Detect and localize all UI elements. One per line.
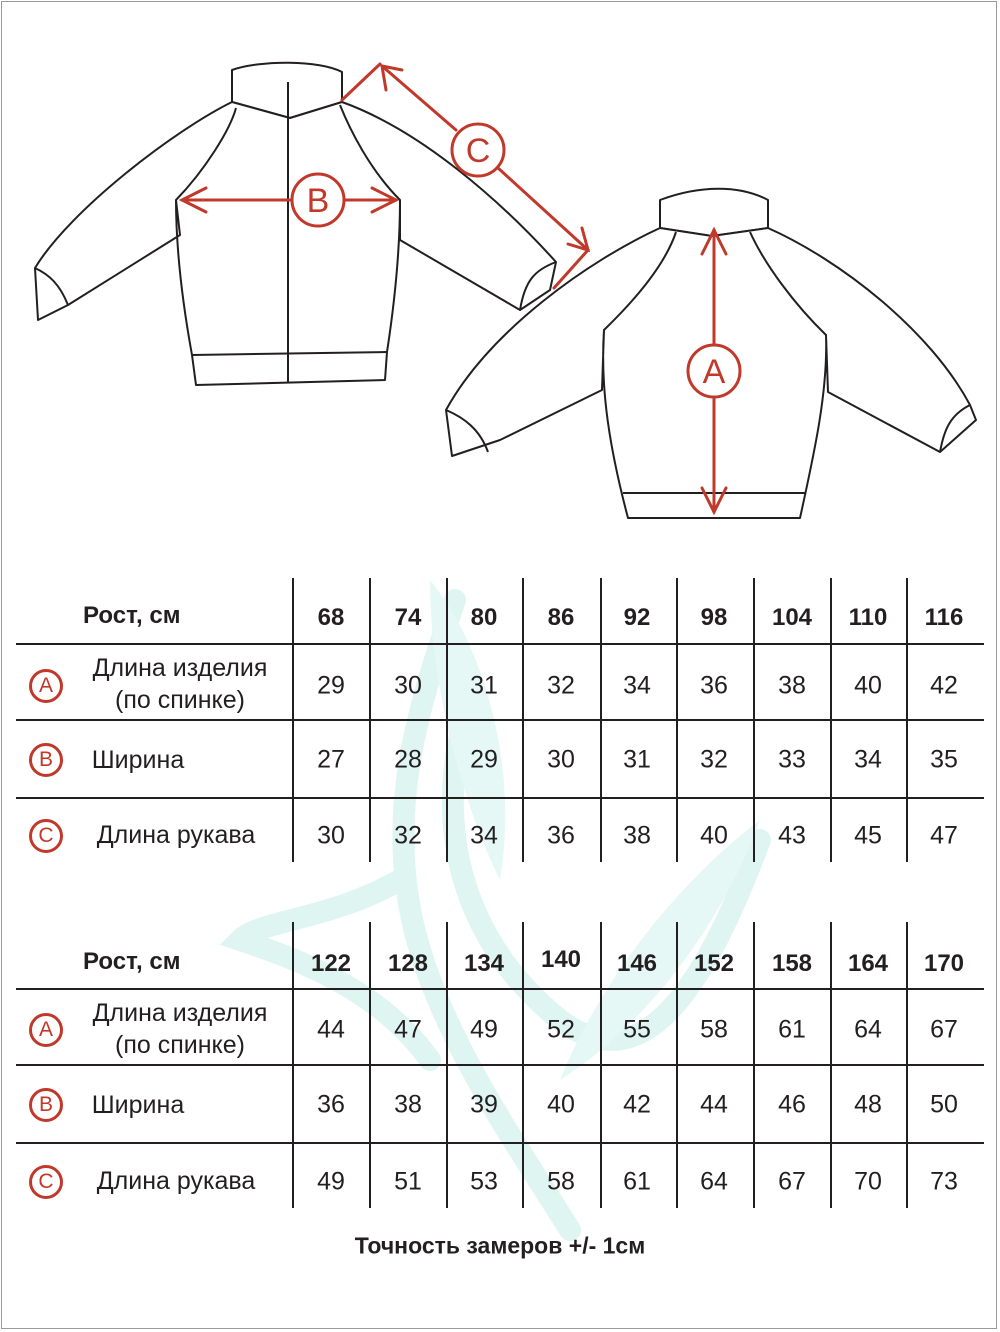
table2-height-7: 164 (847, 950, 889, 977)
table1-column-rule (292, 578, 294, 862)
table1-cell: 30 (394, 671, 422, 700)
table1-column-rule (830, 578, 832, 862)
table2-cell: 40 (547, 1090, 575, 1119)
table2-column-rule (600, 922, 602, 1208)
table1-cell: 28 (394, 745, 422, 774)
table1-cell: 43 (778, 821, 806, 850)
table1-row-a-marker: A (29, 669, 63, 703)
table2-cell: 46 (778, 1090, 806, 1119)
marker-c-label: C (465, 132, 491, 170)
table2-column-rule (446, 922, 448, 1208)
table2-column-rule (676, 922, 678, 1208)
table1-cell: 45 (854, 821, 882, 850)
table1-row-b-label: Ширина (91, 746, 185, 774)
table1-cell: 30 (317, 821, 345, 850)
table2-column-rule (830, 922, 832, 1208)
table1-height-5: 98 (700, 604, 728, 631)
table1-column-rule (369, 578, 371, 862)
table1-cell: 33 (778, 745, 806, 774)
table1-height-8: 116 (924, 604, 964, 631)
table2-column-rule (522, 922, 524, 1208)
table2-column-rule (753, 922, 755, 1208)
table1-cell: 36 (700, 671, 728, 700)
table1-height-7: 110 (848, 604, 888, 631)
table2-height-0: 122 (310, 950, 352, 977)
table2-column-rule (292, 922, 294, 1208)
table1-cell: 34 (470, 821, 498, 850)
table2-cell: 47 (394, 1015, 422, 1044)
table1-height-6: 104 (771, 604, 813, 631)
table2-rule-3 (16, 1142, 984, 1144)
table2-header-label: Рост, см (83, 948, 181, 975)
table1-height-0: 68 (317, 604, 345, 631)
table1-row-b-marker: B (29, 743, 63, 777)
table2-cell: 44 (317, 1015, 345, 1044)
table1-cell: 30 (547, 745, 575, 774)
table1-column-rule (522, 578, 524, 862)
table2-cell: 42 (623, 1090, 651, 1119)
table2-cell: 44 (700, 1090, 728, 1119)
table1-cell: 40 (854, 671, 882, 700)
table2-cell: 64 (854, 1015, 882, 1044)
marker-b-label: B (306, 182, 330, 220)
table2-cell: 61 (778, 1015, 806, 1044)
table2-row-a-label: Длина изделия (по спинке) (92, 999, 268, 1059)
table1-cell: 42 (930, 671, 958, 700)
table2-cell: 52 (547, 1015, 575, 1044)
table2-cell: 36 (317, 1090, 345, 1119)
table1-row-a-label: Длина изделия (по спинке) (92, 654, 268, 714)
table2-cell: 49 (317, 1167, 345, 1196)
table1-cell: 47 (930, 821, 958, 850)
table1-cell: 31 (623, 745, 651, 774)
table2-height-1: 128 (387, 950, 429, 977)
table1-height-2: 80 (470, 604, 498, 631)
table1-cell: 32 (394, 821, 422, 850)
table2-row-b-label: Ширина (91, 1091, 185, 1119)
marker-a-label: A (702, 353, 726, 391)
table2-height-8: 170 (923, 950, 965, 977)
table2-height-2: 134 (463, 950, 505, 977)
table1-cell: 40 (700, 821, 728, 850)
table1-cell: 36 (547, 821, 575, 850)
table2-rule-2 (16, 1064, 984, 1066)
table1-rule-1 (16, 643, 984, 645)
garment-diagram (0, 0, 1000, 560)
table2-cell: 55 (623, 1015, 651, 1044)
table2-cell: 58 (547, 1167, 575, 1196)
table1-cell: 38 (778, 671, 806, 700)
table2-cell: 39 (470, 1090, 498, 1119)
table2-height-3: 140 (540, 946, 582, 973)
table2-cell: 48 (854, 1090, 882, 1119)
table1-column-rule (676, 578, 678, 862)
table2-cell: 64 (700, 1167, 728, 1196)
table2-row-a-marker: A (29, 1013, 63, 1047)
table2-cell: 49 (470, 1015, 498, 1044)
table1-cell: 32 (547, 671, 575, 700)
accuracy-note: Точность замеров +/- 1см (354, 1232, 646, 1259)
table1-cell: 27 (317, 745, 345, 774)
table2-cell: 67 (778, 1167, 806, 1196)
table2-cell: 58 (700, 1015, 728, 1044)
table1-cell: 31 (470, 671, 498, 700)
table2-height-5: 152 (693, 950, 735, 977)
table2-cell: 70 (854, 1167, 882, 1196)
table2-row-b-marker: B (29, 1088, 63, 1122)
table2-height-4: 146 (616, 950, 658, 977)
table2-cell: 50 (930, 1090, 958, 1119)
table1-row-c-marker: C (29, 819, 63, 853)
table2-column-rule (369, 922, 371, 1208)
table2-height-6: 158 (771, 950, 813, 977)
table2-column-rule (906, 922, 908, 1208)
table1-column-rule (906, 578, 908, 862)
table1-cell: 29 (470, 745, 498, 774)
table1-header-label: Рост, см (83, 602, 181, 629)
table2-cell: 61 (623, 1167, 651, 1196)
table1-height-3: 86 (547, 604, 575, 631)
table2-cell: 53 (470, 1167, 498, 1196)
table1-row-c-label: Длина рукава (96, 821, 256, 849)
table2-cell: 67 (930, 1015, 958, 1044)
table2-row-c-label: Длина рукава (96, 1167, 256, 1195)
table1-rule-2 (16, 719, 984, 721)
table1-column-rule (600, 578, 602, 862)
table2-cell: 51 (394, 1167, 422, 1196)
table2-row-c-marker: C (29, 1165, 63, 1199)
table2-cell: 38 (394, 1090, 422, 1119)
table1-cell: 34 (854, 745, 882, 774)
table1-cell: 35 (930, 745, 958, 774)
table1-column-rule (446, 578, 448, 862)
table1-cell: 38 (623, 821, 651, 850)
table1-cell: 34 (623, 671, 651, 700)
table1-column-rule (753, 578, 755, 862)
table2-rule-1 (16, 988, 984, 990)
table1-cell: 29 (317, 671, 345, 700)
table1-cell: 32 (700, 745, 728, 774)
table1-rule-3 (16, 797, 984, 799)
table1-height-4: 92 (623, 604, 651, 631)
table1-height-1: 74 (394, 604, 422, 631)
table2-cell: 73 (930, 1167, 958, 1196)
